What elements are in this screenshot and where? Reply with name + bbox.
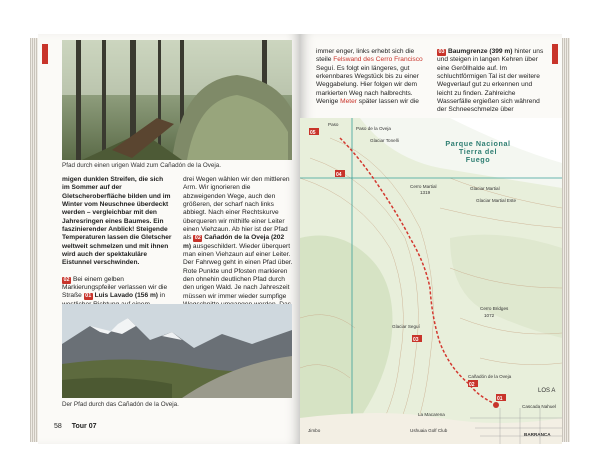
marker-badge-02b: 02	[194, 235, 201, 242]
label-cerro-martial: Cerro Martial	[410, 184, 437, 189]
label-jimbo: Jimbo	[308, 428, 321, 433]
park-name: Parque Nacional Tierra del Fuego	[445, 139, 511, 164]
label-cerro-bridges: Cerro Bridges	[480, 306, 509, 311]
marker-badge-03: 03	[438, 49, 445, 55]
label-la-macarena: La Macarena	[418, 412, 445, 417]
label-barranca: BARRANCA	[524, 432, 551, 437]
place-canadon: Cañadón de la Oveja (202 m)	[183, 234, 285, 250]
label-los-a: LOS A	[538, 388, 556, 394]
place-luis-lavado: Luis Lavado (156 m)	[94, 292, 159, 300]
label-ushuaia-golf: Ushuaia Golf Club	[410, 428, 448, 433]
open-book	[38, 34, 562, 444]
photo-top-caption: Pfad durch einen urigen Wald zum Cañadón de la Oveja.	[62, 162, 222, 169]
label-cerro-bridges-alt: 1072	[484, 313, 495, 318]
marker-badge-02: 02	[63, 276, 70, 283]
right-page	[300, 34, 562, 444]
svg-text:04: 04	[336, 172, 342, 178]
left-column-2: drei Wegen wählen wir den mittleren Arm. Wir ignorieren die abzweigenden Wege, auch den größeren, der scharf nach links abbiegt. Nach einer Rechtskurve überqueren wir mithilfe einer Leiter einen Viehzaun. Ab hier ist der Pfad als 02 Cañadón de la Oveja (202 m) ausgeschildert. Wieder überquert man einen Viehzaun auf einer Leiter. Der Fahrweg geht in einen Pfad über. Rote Punkte und Pfosten markieren den ohnehin deutlichen Pfad durch den urigen Wald. Je nach Jahreszeit müssen wir immer wieder sumpfige	[183, 176, 293, 300]
right-column-1: immer enger, links erhebt sich die steile Felswand des Cerro Francisco Seguí. Es folgt ein längeres, gut erkennbares Wegstück bis zu einer Weggabelung. Hier folgen wir dem markierten Weg nach halbrechts. Wenige Meter später lassen wir die	[316, 48, 423, 106]
forest-photo	[62, 40, 292, 160]
label-cascada: Cascada Nahuel	[522, 404, 556, 409]
label-glaciar-martial-este: Glaciar Martial Este	[476, 198, 517, 203]
label-glaciar-segui: Glaciar Seguí	[392, 324, 420, 329]
label-glaciar-tonelli: Glaciar Tonelli	[370, 138, 399, 143]
page-number: 58	[54, 423, 62, 430]
marker-badge-01: 01	[85, 293, 92, 300]
svg-text:01: 01	[497, 396, 503, 402]
topographic-map	[300, 118, 562, 444]
svg-text:05: 05	[310, 130, 316, 136]
red-term-felswand: Felswand des Cerro Francisco	[333, 56, 423, 64]
chapter-tab-right	[552, 44, 558, 64]
right-column-2: 03 Baumgrenze (399 m) hinter uns und steigen in langen Kehren über eine Geröllhalde auf. Im schluchtförmigen Tal ist der weitere Wegverlauf gut zu erkennen und leicht zu finden. Zahlreiche Wasserfälle ergießen sich während der Schneeschmelze über	[437, 48, 544, 114]
label-paso-oveja: Paso de la Oveja	[356, 126, 391, 131]
photo-bottom-caption: Der Pfad durch das Cañadón de la Oveja.	[62, 401, 179, 408]
label-glaciar-martial: Glaciar Martial	[470, 186, 500, 191]
place-baumgrenze: Baumgrenze (399 m)	[447, 48, 513, 55]
tour-label: Tour 07	[71, 423, 97, 430]
chapter-tab-left	[42, 44, 48, 64]
valley-photo	[62, 304, 292, 398]
left-page	[38, 34, 300, 444]
page-footer	[54, 423, 97, 430]
label-canadon: Cañadón de la Oveja	[468, 374, 512, 379]
col1-paragraph-2: 02 Bei einem gelben Markierungspfeiler verlassen wir die Straße 01 Luis Lavado (156 m) in	[62, 275, 168, 300]
svg-text:03: 03	[413, 337, 419, 343]
label-cerro-martial-alt: 1319	[420, 190, 431, 195]
col1-bold-paragraph: migen dunklen Streifen, die sich im Sommer auf der Gletscheroberfläche bilden und im Winter vom Neuschnee überdeckt werden – vergleichbar mit den Jahresringen eines Baumes. Ein faszinierender Anblick! Steigende Temperaturen lassen die Gletscher weltweit schmelzen und mit ihnen wird auch der spektakuläre Eistunnel verschwinden.	[62, 176, 172, 267]
svg-text:02: 02	[469, 382, 475, 388]
red-term-meter: Meter	[340, 98, 357, 106]
label-paso: Paso	[328, 122, 339, 127]
